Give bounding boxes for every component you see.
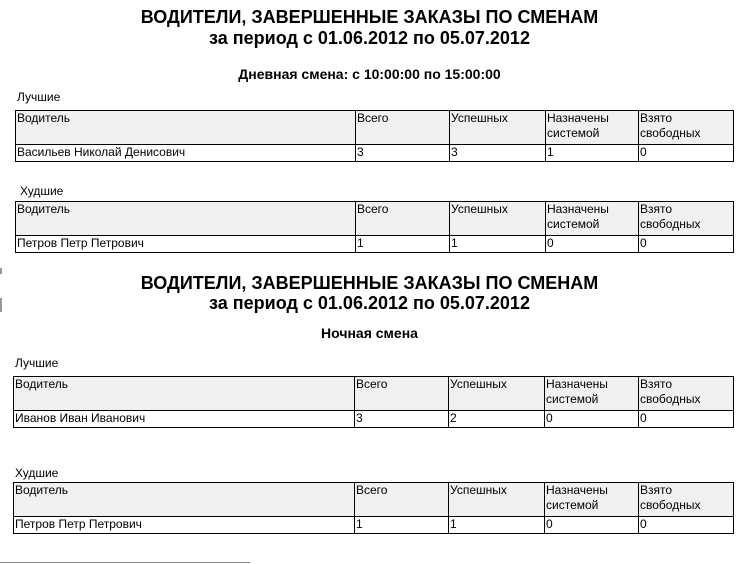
column-header-driver: Водитель [16, 202, 356, 236]
table-header-row [16, 111, 734, 145]
column-header-assigned: Назначены системой [545, 483, 639, 517]
column-header-successful: Успешных [450, 111, 546, 145]
table-row [16, 236, 734, 253]
column-header-assigned: Назначены системой [545, 377, 639, 411]
successful-cell: 3 [450, 145, 546, 162]
column-header-assigned: Назначены системой [546, 202, 639, 236]
successful-cell: 1 [449, 517, 545, 534]
assigned-cell: 0 [545, 411, 639, 428]
shift-heading: Ночная смена [321, 325, 418, 341]
taken-free-cell: 0 [639, 411, 734, 428]
total-cell: 3 [356, 145, 450, 162]
table-header-row [16, 202, 734, 236]
column-header-taken-free: Взято свободных [639, 111, 734, 145]
successful-cell: 1 [450, 236, 546, 253]
worst-drivers-table [13, 482, 734, 534]
successful-cell: 2 [449, 411, 545, 428]
taken-free-cell: 0 [639, 236, 734, 253]
column-header-driver: Водитель [14, 483, 355, 517]
worst-caption: Худшие [20, 184, 64, 198]
total-cell: 1 [355, 517, 449, 534]
total-cell: 3 [355, 411, 449, 428]
best-drivers-table [15, 110, 734, 162]
report-title: ВОДИТЕЛИ, ЗАВЕРШЕННЫЕ ЗАКАЗЫ ПО СМЕНАМ [140, 273, 599, 293]
column-header-total: Всего [355, 377, 449, 411]
report-title: ВОДИТЕЛИ, ЗАВЕРШЕННЫЕ ЗАКАЗЫ ПО СМЕНАМ [140, 7, 599, 27]
driver-name-cell: Петров Петр Петрович [16, 236, 356, 253]
driver-name-cell: Васильев Николай Денисович [16, 145, 356, 162]
column-header-taken-free: Взято свободных [639, 202, 734, 236]
taken-free-cell: 0 [639, 145, 734, 162]
column-header-successful: Успешных [450, 202, 546, 236]
report-period: за период с 01.06.2012 по 05.07.2012 [209, 28, 530, 48]
driver-name-cell: Петров Петр Петрович [14, 517, 355, 534]
worst-caption: Худшие [15, 466, 59, 480]
column-header-total: Всего [355, 483, 449, 517]
column-header-successful: Успешных [449, 377, 545, 411]
total-cell: 1 [356, 236, 450, 253]
column-header-driver: Водитель [14, 377, 355, 411]
assigned-cell: 0 [546, 236, 639, 253]
column-header-successful: Успешных [449, 483, 545, 517]
column-header-taken-free: Взято свободных [639, 377, 734, 411]
best-caption: Лучшие [17, 90, 61, 104]
table-row [14, 517, 734, 534]
column-header-taken-free: Взято свободных [639, 483, 734, 517]
table-row [14, 411, 734, 428]
table-row [16, 145, 734, 162]
table-header-row [14, 483, 734, 517]
driver-name-cell: Иванов Иван Иванович [14, 411, 355, 428]
table-header-row [14, 377, 734, 411]
column-header-driver: Водитель [16, 111, 356, 145]
column-header-total: Всего [356, 202, 450, 236]
assigned-cell: 0 [545, 517, 639, 534]
column-header-assigned: Назначены системой [546, 111, 639, 145]
page-bottom-divider [0, 562, 250, 563]
report-period: за период с 01.06.2012 по 05.07.2012 [209, 293, 530, 313]
taken-free-cell: 0 [639, 517, 734, 534]
best-drivers-table [13, 376, 734, 428]
column-header-total: Всего [356, 111, 450, 145]
shift-heading: Дневная смена: с 10:00:00 по 15:00:00 [238, 66, 501, 82]
worst-drivers-table [15, 201, 734, 253]
assigned-cell: 1 [546, 145, 639, 162]
best-caption: Лучшие [15, 356, 59, 370]
